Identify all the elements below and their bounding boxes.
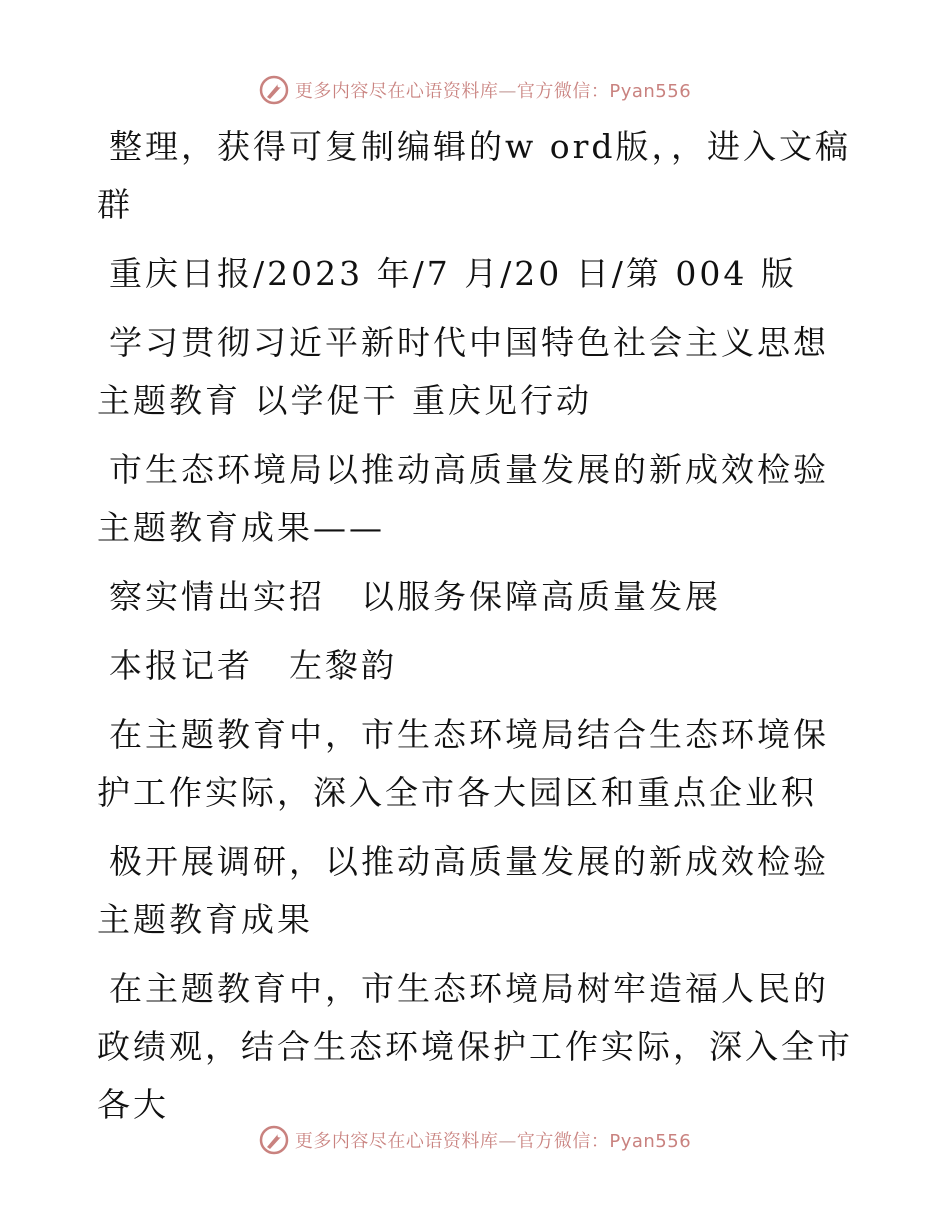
header-watermark: [0, 70, 950, 110]
pen-nib-logo-icon: [259, 75, 289, 105]
pen-nib-logo-icon: [259, 1125, 289, 1155]
paragraph-body-3: 在主题教育中，市生态环境局树牢造福人民的政绩观，结合生态环境保护工作实际，深入全市各大: [97, 969, 853, 1124]
paragraph-body-1: 在主题教育中，市生态环境局结合生态环境保护工作实际，深入全市各大园区和重点企业积: [97, 715, 829, 812]
footer-watermark: [0, 1120, 950, 1160]
document-body: [97, 118, 857, 1145]
paragraph-series-title: 学习贯彻习近平新时代中国特色社会主义思想主题教育 以学促干 重庆见行动: [97, 323, 829, 420]
paragraph-headline: 察实情出实招 以服务保障高质量发展: [109, 577, 721, 616]
paragraph-intro: 整理，获得可复制编辑的w ord版，，进入文稿群: [97, 127, 852, 224]
footer-watermark-text: 更多内容尽在心语资料库—官方微信：Pyan556: [294, 1131, 692, 1152]
header-watermark-text: 更多内容尽在心语资料库—官方微信：Pyan556: [294, 81, 692, 102]
paragraph-byline: 本报记者 左黎韵: [109, 646, 397, 685]
paragraph-source: 重庆日报/2023 年/7 月/20 日/第 004 版: [109, 254, 797, 293]
paragraph-body-2: 极开展调研，以推动高质量发展的新成效检验主题教育成果: [97, 842, 829, 939]
paragraph-subtitle: 市生态环境局以推动高质量发展的新成效检验主题教育成果——: [97, 450, 829, 547]
